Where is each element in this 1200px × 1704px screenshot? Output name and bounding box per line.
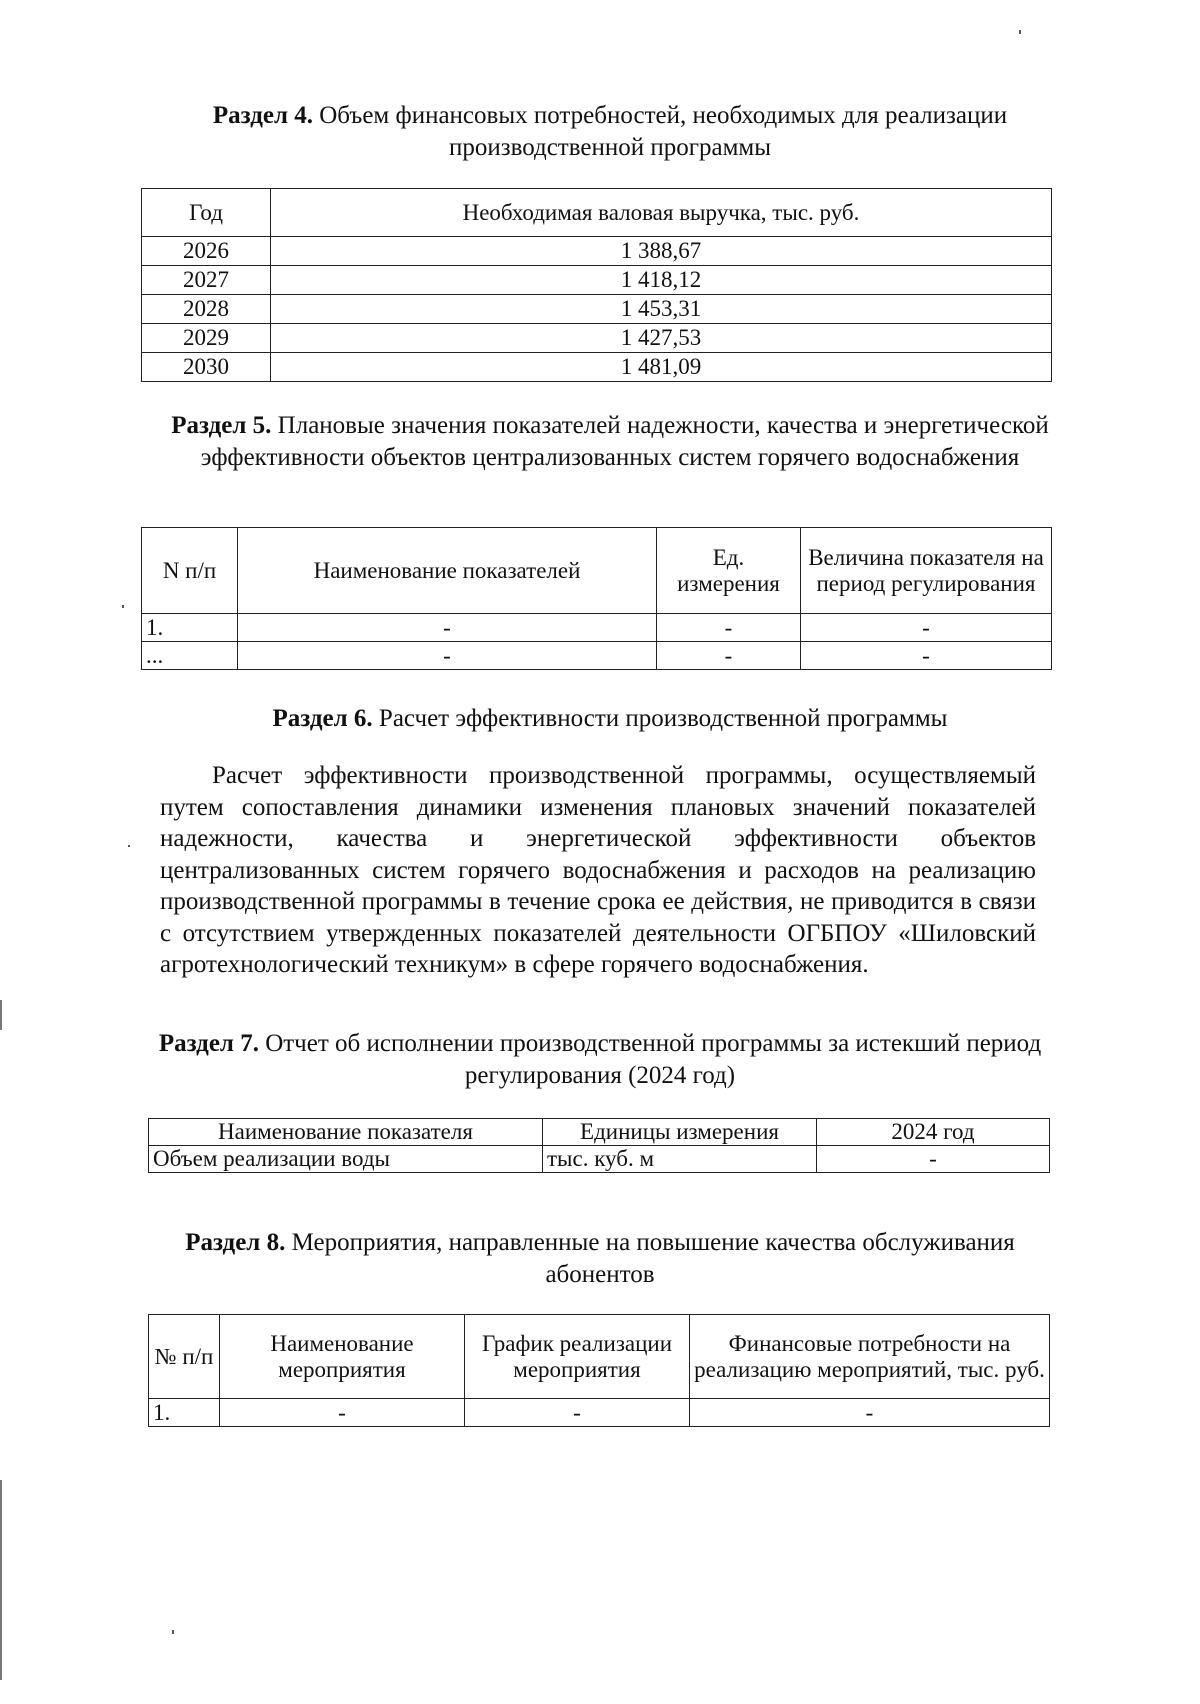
table-row bbox=[142, 642, 1052, 670]
header-schedule: График реализации мероприятия bbox=[465, 1315, 690, 1399]
table-row bbox=[142, 324, 1052, 353]
header-indicator: Наименование показателя bbox=[149, 1119, 543, 1146]
header-activity-name: Наименование мероприятия bbox=[220, 1315, 465, 1399]
number-cell: 1. bbox=[142, 614, 238, 642]
section-8-label: Раздел 8. bbox=[185, 1229, 286, 1256]
activity-cell: - bbox=[220, 1399, 465, 1427]
value-cell: - bbox=[817, 1146, 1050, 1173]
unit-cell: - bbox=[657, 642, 801, 670]
revenue-cell: 1 481,09 bbox=[271, 353, 1052, 382]
revenue-cell: 1 453,31 bbox=[271, 295, 1052, 324]
schedule-cell: - bbox=[465, 1399, 690, 1427]
header-2024: 2024 год bbox=[817, 1119, 1050, 1146]
section-6-heading bbox=[170, 703, 1050, 735]
indicator-cell: - bbox=[238, 614, 657, 642]
section-4-table bbox=[141, 188, 1052, 382]
header-unit: Единицы измерения bbox=[543, 1119, 817, 1146]
section-5-heading bbox=[160, 410, 1060, 474]
scan-speck bbox=[1019, 30, 1021, 34]
year-cell: 2026 bbox=[142, 237, 271, 266]
table-row bbox=[142, 266, 1052, 295]
year-cell: 2027 bbox=[142, 266, 271, 295]
value-cell: - bbox=[801, 614, 1052, 642]
scan-speck bbox=[172, 1630, 174, 1634]
number-cell: ... bbox=[142, 642, 238, 670]
section-7-heading bbox=[150, 1028, 1050, 1092]
revenue-cell: 1 388,67 bbox=[271, 237, 1052, 266]
header-revenue: Необходимая валовая выручка, тыс. руб. bbox=[271, 189, 1052, 237]
revenue-cell: 1 427,53 bbox=[271, 324, 1052, 353]
unit-cell: тыс. куб. м bbox=[543, 1146, 817, 1173]
table-row bbox=[149, 1399, 1050, 1427]
header-unit: Ед. измерения bbox=[657, 528, 801, 614]
section-8-title: Мероприятия, направленные на повышение качества обслуживания абонентов bbox=[291, 1229, 1015, 1288]
section-7-table bbox=[148, 1118, 1050, 1173]
header-number: № п/п bbox=[149, 1315, 220, 1399]
section-8-heading bbox=[155, 1227, 1045, 1291]
table-row bbox=[142, 353, 1052, 382]
section-6-label: Раздел 6. bbox=[272, 705, 373, 732]
section-4-title: Объем финансовых потребностей, необходимых для реализации производственной программы bbox=[319, 102, 1008, 161]
table-row bbox=[142, 614, 1052, 642]
section-5-table bbox=[141, 527, 1052, 670]
section-7-title: Отчет об исполнении производственной программы за истекший период регулирования (2024 год) bbox=[265, 1030, 1042, 1089]
scan-speck bbox=[122, 605, 124, 608]
header-value: Величина показателя на период регулирования bbox=[801, 528, 1052, 614]
section-4-label: Раздел 4. bbox=[212, 102, 313, 129]
scan-edge-mark bbox=[0, 1000, 2, 1030]
section-6-title: Расчет эффективности производственной программы bbox=[378, 705, 948, 732]
section-6-paragraph: Расчет эффективности производственной программы, осуществляемый путем сопоставления динамики изменения плановых значений показателей надежности, качества и энергетической эффективности объектов централизованных систем горячего водоснабжения и расходов на реализацию производственной программы в течение срока ее действия, не приводится в связи с отсутствием утвержденных показателей деятельности ОГБПОУ «Шиловский агротехнологический техникум» в сфере горячего водоснабжения. bbox=[160, 762, 1036, 978]
section-5-label: Раздел 5. bbox=[171, 412, 272, 439]
section-7-label: Раздел 7. bbox=[158, 1030, 259, 1057]
unit-cell: - bbox=[657, 614, 801, 642]
financial-cell: - bbox=[690, 1399, 1050, 1427]
value-cell: - bbox=[801, 642, 1052, 670]
table-row bbox=[142, 295, 1052, 324]
year-cell: 2029 bbox=[142, 324, 271, 353]
table-row bbox=[142, 237, 1052, 266]
year-cell: 2030 bbox=[142, 353, 271, 382]
header-financial-needs: Финансовые потребности на реализацию мероприятий, тыс. руб. bbox=[690, 1315, 1050, 1399]
section-5-title: Плановые значения показателей надежности, качества и энергетической эффективности объектов централизованных систем горячего водоснабжения bbox=[200, 412, 1049, 471]
revenue-cell: 1 418,12 bbox=[271, 266, 1052, 295]
scan-edge-mark bbox=[0, 1480, 2, 1680]
section-8-table bbox=[148, 1314, 1050, 1427]
scan-speck bbox=[128, 845, 130, 847]
header-year: Год bbox=[142, 189, 271, 237]
indicator-cell: Объем реализации воды bbox=[149, 1146, 543, 1173]
number-cell: 1. bbox=[149, 1399, 220, 1427]
year-cell: 2028 bbox=[142, 295, 271, 324]
header-indicator-name: Наименование показателей bbox=[238, 528, 657, 614]
header-number: N п/п bbox=[142, 528, 238, 614]
table-row bbox=[149, 1146, 1050, 1173]
section-4-heading bbox=[170, 100, 1050, 164]
indicator-cell: - bbox=[238, 642, 657, 670]
